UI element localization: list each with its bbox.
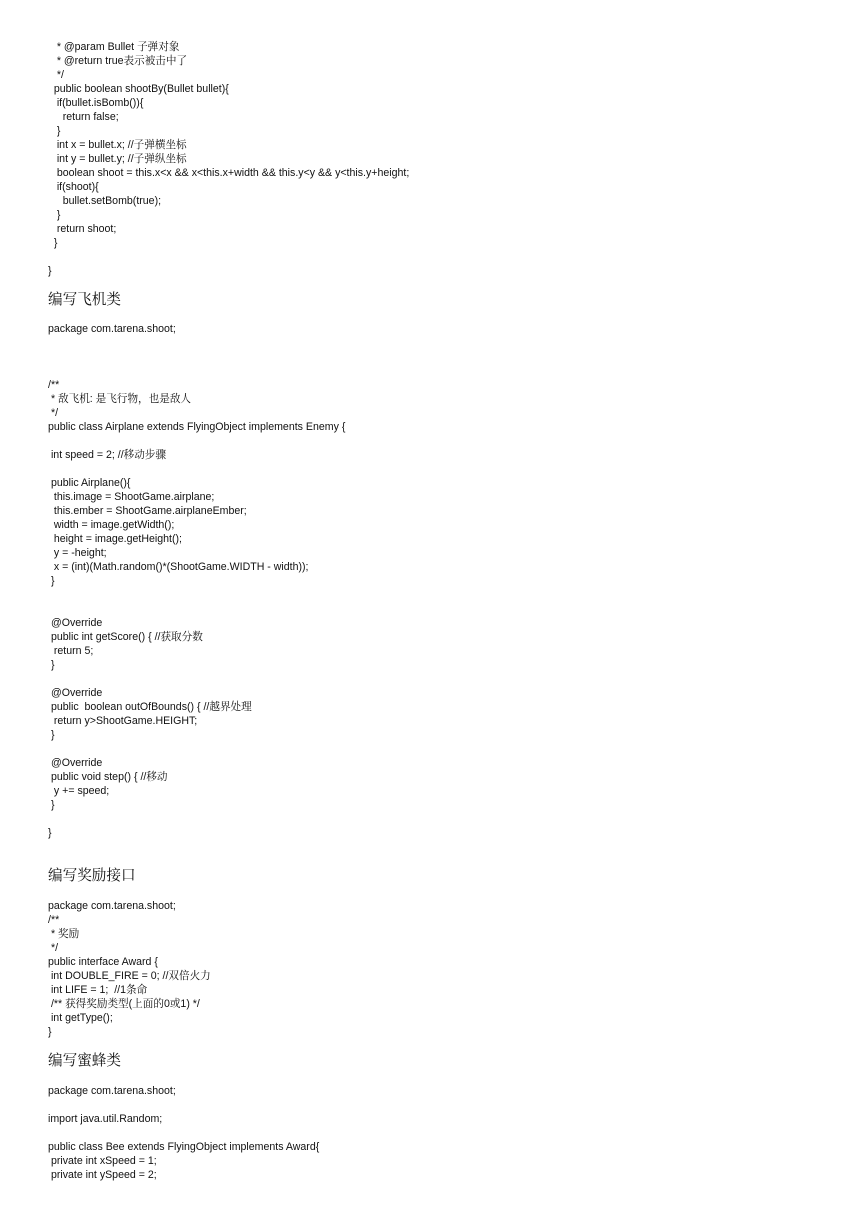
code-line: bullet.setBomb(true); — [48, 195, 162, 207]
code-line: int x = bullet.x; //子弹横坐标 — [48, 139, 187, 151]
code-line: return y>ShootGame.HEIGHT; — [48, 715, 198, 727]
code-line: height = image.getHeight(); — [48, 533, 182, 545]
code-line: /** — [48, 914, 60, 926]
code-line: } — [48, 209, 61, 221]
code-line: @Override — [48, 687, 103, 699]
section-heading-bee: 编写蜜蜂类 — [48, 1053, 121, 1069]
code-line: } — [48, 237, 58, 249]
code-line: * @return true表示被击中了 — [48, 55, 188, 67]
code-line: * @param Bullet 子弹对象 — [48, 41, 180, 53]
code-line: public int getScore() { //获取分数 — [48, 631, 203, 643]
code-line: * 敌飞机: 是飞行物，也是敌人 — [48, 393, 192, 405]
code-line: } — [48, 729, 55, 741]
code-line: package com.tarena.shoot; — [48, 323, 176, 335]
code-line: } — [48, 799, 55, 811]
code-line: return 5; — [48, 645, 94, 657]
code-line: */ — [48, 69, 64, 81]
code-line: int DOUBLE_FIRE = 0; //双倍火力 — [48, 970, 211, 982]
code-line: } — [48, 265, 52, 277]
code-line: } — [48, 125, 61, 137]
code-line: private int ySpeed = 2; — [48, 1169, 157, 1181]
code-line: int LIFE = 1; //1条命 — [48, 984, 148, 996]
code-line: y = -height; — [48, 547, 107, 559]
code-line: */ — [48, 942, 59, 954]
code-line: width = image.getWidth(); — [48, 519, 175, 531]
code-line: /** — [48, 379, 60, 391]
code-line: private int xSpeed = 1; — [48, 1155, 157, 1167]
code-line: public class Bee extends FlyingObject implements Award{ — [48, 1141, 320, 1153]
code-line: public class Airplane extends FlyingObject implements Enemy { — [48, 421, 346, 433]
code-line: x = (int)(Math.random()*(ShootGame.WIDTH - width)); — [48, 561, 309, 573]
code-line: package com.tarena.shoot; — [48, 1085, 176, 1097]
code-line: public void step() { //移动 — [48, 771, 168, 783]
code-line: if(shoot){ — [48, 181, 99, 193]
code-line: return shoot; — [48, 223, 117, 235]
code-line: @Override — [48, 757, 103, 769]
code-line: return false; — [48, 111, 119, 123]
code-line: this.image = ShootGame.airplane; — [48, 491, 215, 503]
code-line: /** 获得奖励类型(上面的0或1) */ — [48, 998, 200, 1010]
code-line: public boolean outOfBounds() { //越界处理 — [48, 701, 252, 713]
code-line: public Airplane(){ — [48, 477, 131, 489]
section-heading-award: 编写奖励接口 — [48, 868, 136, 884]
code-line: if(bullet.isBomb()){ — [48, 97, 144, 109]
code-line: int getType(); — [48, 1012, 113, 1024]
code-line: int speed = 2; //移动步骤 — [48, 449, 167, 461]
code-line: @Override — [48, 617, 103, 629]
code-line: public interface Award { — [48, 956, 158, 968]
code-line: } — [48, 659, 55, 671]
code-line: } — [48, 827, 52, 839]
code-line: int y = bullet.y; //子弹纵坐标 — [48, 153, 187, 165]
code-line: */ — [48, 407, 59, 419]
code-line: y += speed; — [48, 785, 110, 797]
section-heading-airplane: 编写飞机类 — [48, 292, 121, 308]
code-line: public boolean shootBy(Bullet bullet){ — [48, 83, 229, 95]
code-line: } — [48, 1026, 52, 1038]
code-line: } — [48, 575, 55, 587]
code-line: this.ember = ShootGame.airplaneEmber; — [48, 505, 247, 517]
code-line: boolean shoot = this.x<x && x<this.x+width && this.y<y && y<this.y+height; — [48, 167, 410, 179]
code-line: * 奖励 — [48, 928, 80, 940]
code-line: import java.util.Random; — [48, 1113, 163, 1125]
code-line: package com.tarena.shoot; — [48, 900, 176, 912]
